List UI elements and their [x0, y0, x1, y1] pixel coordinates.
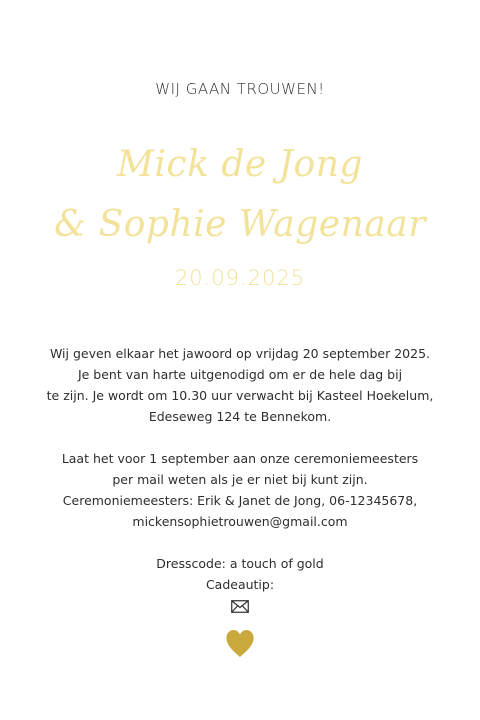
text-line: mickensophietrouwen@gmail.com	[132, 514, 348, 529]
couple-names	[0, 135, 480, 255]
envelope-icon	[231, 600, 249, 613]
wedding-date: 20.09.2025	[174, 266, 306, 290]
text-line: Ceremoniemeesters: Erik & Janet de Jong, 06-12345678,	[62, 493, 418, 508]
rsvp-paragraph	[0, 448, 480, 532]
text-line: Je bent van harte uitgenodigd om er de hele dag bij	[77, 367, 403, 382]
dresscode: Dresscode: a touch of gold	[156, 556, 324, 571]
bride-name: & Sophie Wagenaar	[54, 204, 426, 245]
gift-tip-label: Cadeautip:	[205, 577, 275, 592]
announcement-heading: WIJ GAAN TROUWEN!	[155, 80, 325, 98]
text-line: per mail weten als je er niet bij kunt zijn.	[112, 472, 368, 487]
text-line: Wij geven elkaar het jawoord op vrijdag 20 september 2025.	[49, 346, 431, 361]
gift-tip-row	[0, 574, 480, 616]
invitation-paragraph	[0, 343, 480, 427]
heart-icon	[224, 627, 256, 659]
text-line: Laat het voor 1 september aan onze ceremoniemeesters	[61, 451, 419, 466]
text-line: te zijn. Je wordt om 10.30 uur verwacht bij Kasteel Hoekelum,	[46, 388, 434, 403]
extras-paragraph	[0, 553, 480, 616]
groom-name: Mick de Jong	[117, 144, 363, 185]
text-line: Edeseweg 124 te Bennekom.	[148, 409, 332, 424]
